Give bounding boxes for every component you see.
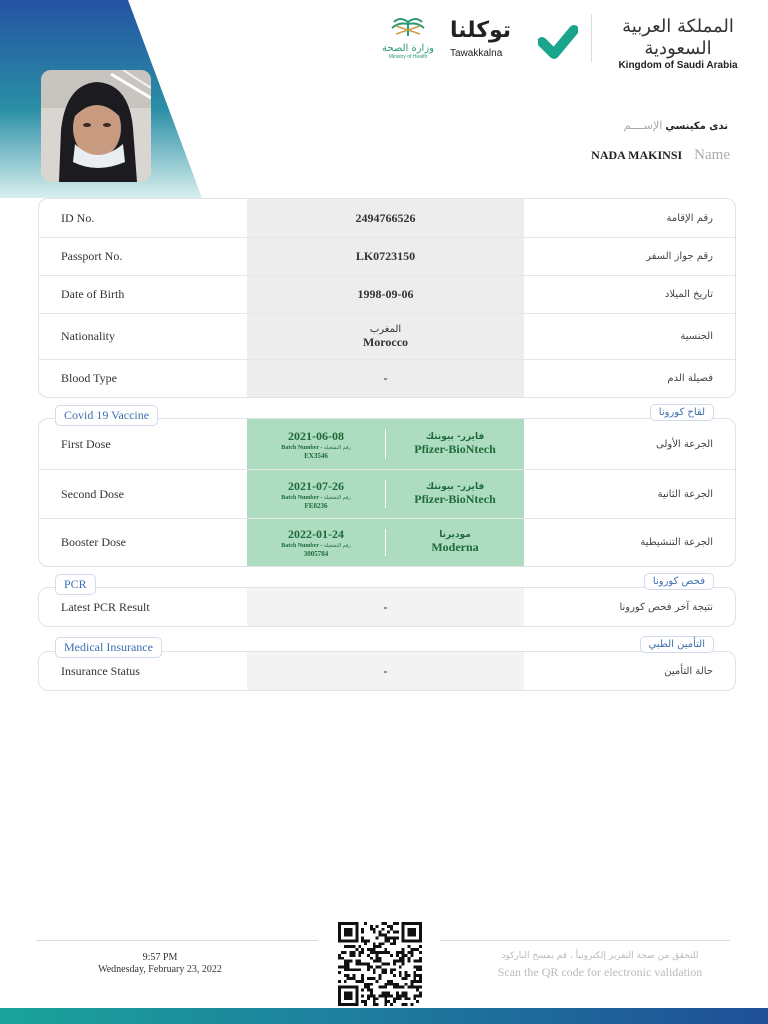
name-en-row xyxy=(591,146,730,164)
vaccine-name-block xyxy=(386,470,524,518)
row-value xyxy=(247,360,524,397)
batch-number: EX3546 xyxy=(304,451,328,460)
logo-divider xyxy=(591,14,592,62)
id-number-value: 2494766526 xyxy=(355,210,416,225)
row-label-ar: فصيلة الدم xyxy=(667,373,713,384)
ksa-name-en: Kingdom of Saudi Arabia xyxy=(618,60,738,71)
vaccine-name-en: Pfizer-BioNtech xyxy=(414,491,496,506)
row-label-en: Date of Birth xyxy=(61,287,125,301)
vaccine-section-tag-en: Covid 19 Vaccine xyxy=(55,405,158,426)
row-label-en: Second Dose xyxy=(61,486,124,501)
vaccine-name-ar: فايزر- بيونتك xyxy=(425,431,485,442)
batch-label xyxy=(281,494,351,502)
name-en-value: NADA MAKINSI xyxy=(591,148,683,162)
table-row xyxy=(39,419,735,469)
batch-label-en: Batch Number - xyxy=(281,494,323,501)
footer-divider-left xyxy=(36,940,318,941)
row-label-ar: رقم الإقامة xyxy=(666,212,713,224)
row-label-ar: الجنسية xyxy=(680,331,713,342)
ksa-name-ar: المملكة العربية السعودية xyxy=(622,16,734,59)
tawakkalna-name-ar: توكلنا xyxy=(450,18,512,43)
scan-note-ar: للتحقق من صحة التقرير إلكترونياً ، قم بمسح الباركود xyxy=(501,951,699,961)
row-label-ar: نتيجة آخر فحص كورونا xyxy=(619,601,713,613)
table-row xyxy=(39,518,735,566)
insurance-section-tag-ar: التأمين الطبي xyxy=(640,636,714,653)
name-ar-row xyxy=(616,118,728,133)
footer-bar xyxy=(0,1008,768,1024)
footer-date: Wednesday, February 23, 2022 xyxy=(98,964,222,975)
row-label-ar: الجرعة الثانية xyxy=(657,488,713,500)
pcr-section-tag-ar: فحص كورونا xyxy=(644,573,714,590)
vaccine-card xyxy=(38,418,736,567)
row-value xyxy=(247,652,524,690)
vaccine-name-block xyxy=(386,419,524,469)
insurance-section-tag-en: Medical Insurance xyxy=(55,637,162,658)
dob-value: 1998-09-06 xyxy=(357,287,414,301)
row-label-ar: الجرعة الأولى xyxy=(656,438,713,450)
batch-label-ar: رقم التشغيلة xyxy=(323,543,351,549)
row-label-en: Blood Type xyxy=(61,371,117,385)
dose-date: 2021-07-26 xyxy=(288,478,344,493)
moh-name-ar: وزارة الصحة xyxy=(382,43,434,54)
pcr-card xyxy=(38,587,736,627)
palm-icon xyxy=(386,16,430,36)
batch-label-ar: رقم التشغيلة xyxy=(323,444,351,451)
row-label-ar: حالة التأمين xyxy=(664,665,713,677)
vaccine-name-en: Moderna xyxy=(431,540,479,554)
footer-scan-note xyxy=(470,948,730,980)
dose-info xyxy=(247,470,524,518)
nationality-ar-value: المغرب xyxy=(369,323,402,335)
batch-label xyxy=(281,444,351,452)
table-row xyxy=(39,588,735,626)
vaccine-name-en: Pfizer-BioNtech xyxy=(414,441,496,456)
ksa-logo xyxy=(618,16,738,71)
header-logos xyxy=(378,12,738,71)
qr-code[interactable] xyxy=(336,922,424,1006)
batch-label-en: Batch Number - xyxy=(281,543,323,549)
row-label-ar: الجرعة التنشيطية xyxy=(640,537,713,548)
row-value xyxy=(247,199,524,237)
vaccine-name-ar: فايزر- بيونتك xyxy=(425,481,485,492)
batch-number: 3005784 xyxy=(303,550,329,558)
scan-note-en: Scan the QR code for electronic validation xyxy=(497,965,703,979)
dose-info xyxy=(247,419,524,469)
tawakkalna-name-en: Tawakkalna xyxy=(450,48,503,59)
pcr-section-tag-en: PCR xyxy=(55,574,96,595)
row-label-ar: تاريخ الميلاد xyxy=(664,289,713,300)
vaccine-section-tag-ar: لقاح كورونا xyxy=(650,404,714,421)
nationality-value: Morocco xyxy=(362,334,409,349)
table-row xyxy=(39,313,735,359)
blood-type-value: - xyxy=(383,371,388,385)
row-label-en: Insurance Status xyxy=(61,663,140,678)
dose-date-block xyxy=(247,470,385,518)
row-value xyxy=(247,238,524,275)
pcr-result-value: - xyxy=(383,599,388,614)
table-row xyxy=(39,359,735,397)
table-row xyxy=(39,469,735,518)
row-label-en: Latest PCR Result xyxy=(61,599,150,614)
footer-timestamp xyxy=(60,952,260,976)
dose-date: 2022-01-24 xyxy=(288,527,344,541)
row-label-en: First Dose xyxy=(61,436,111,451)
row-label-en: Booster Dose xyxy=(61,535,126,549)
row-value xyxy=(247,588,524,626)
row-label-en: Nationality xyxy=(61,329,115,343)
dose-date-block xyxy=(247,519,385,566)
batch-number: FE8236 xyxy=(304,501,328,510)
profile-photo xyxy=(41,70,151,182)
batch-label xyxy=(281,542,351,550)
batch-label-ar: رقم التشغيلة xyxy=(323,494,351,501)
footer-time: 9:57 PM xyxy=(142,952,178,963)
dose-date-block xyxy=(247,419,385,469)
checkmark-icon xyxy=(538,22,578,60)
name-ar-label: الإســــم xyxy=(623,119,663,132)
row-value xyxy=(247,314,524,359)
table-row xyxy=(39,237,735,275)
personal-info-card xyxy=(38,198,736,398)
dose-date: 2021-06-08 xyxy=(288,428,344,443)
passport-value: LK0723150 xyxy=(355,249,416,263)
moh-name-en: Ministry of Health xyxy=(388,54,428,60)
dose-info xyxy=(247,519,524,566)
insurance-status-value: - xyxy=(383,663,388,678)
tawakkalna-logo xyxy=(450,18,570,64)
row-label-en: Passport No. xyxy=(61,249,123,263)
table-row xyxy=(39,199,735,237)
name-ar-value: ندى مكينسي xyxy=(665,121,728,132)
row-label-ar: رقم جواز السفر xyxy=(646,251,713,262)
batch-label-en: Batch Number - xyxy=(281,444,323,451)
footer-divider-right xyxy=(440,940,730,941)
moh-logo xyxy=(378,16,438,60)
vaccine-name-block xyxy=(386,519,524,566)
row-label-en: ID No. xyxy=(61,210,95,225)
name-en-label: Name xyxy=(694,147,730,163)
vaccine-name-ar: موديرنا xyxy=(439,530,471,540)
row-value xyxy=(247,276,524,313)
table-row xyxy=(39,275,735,313)
